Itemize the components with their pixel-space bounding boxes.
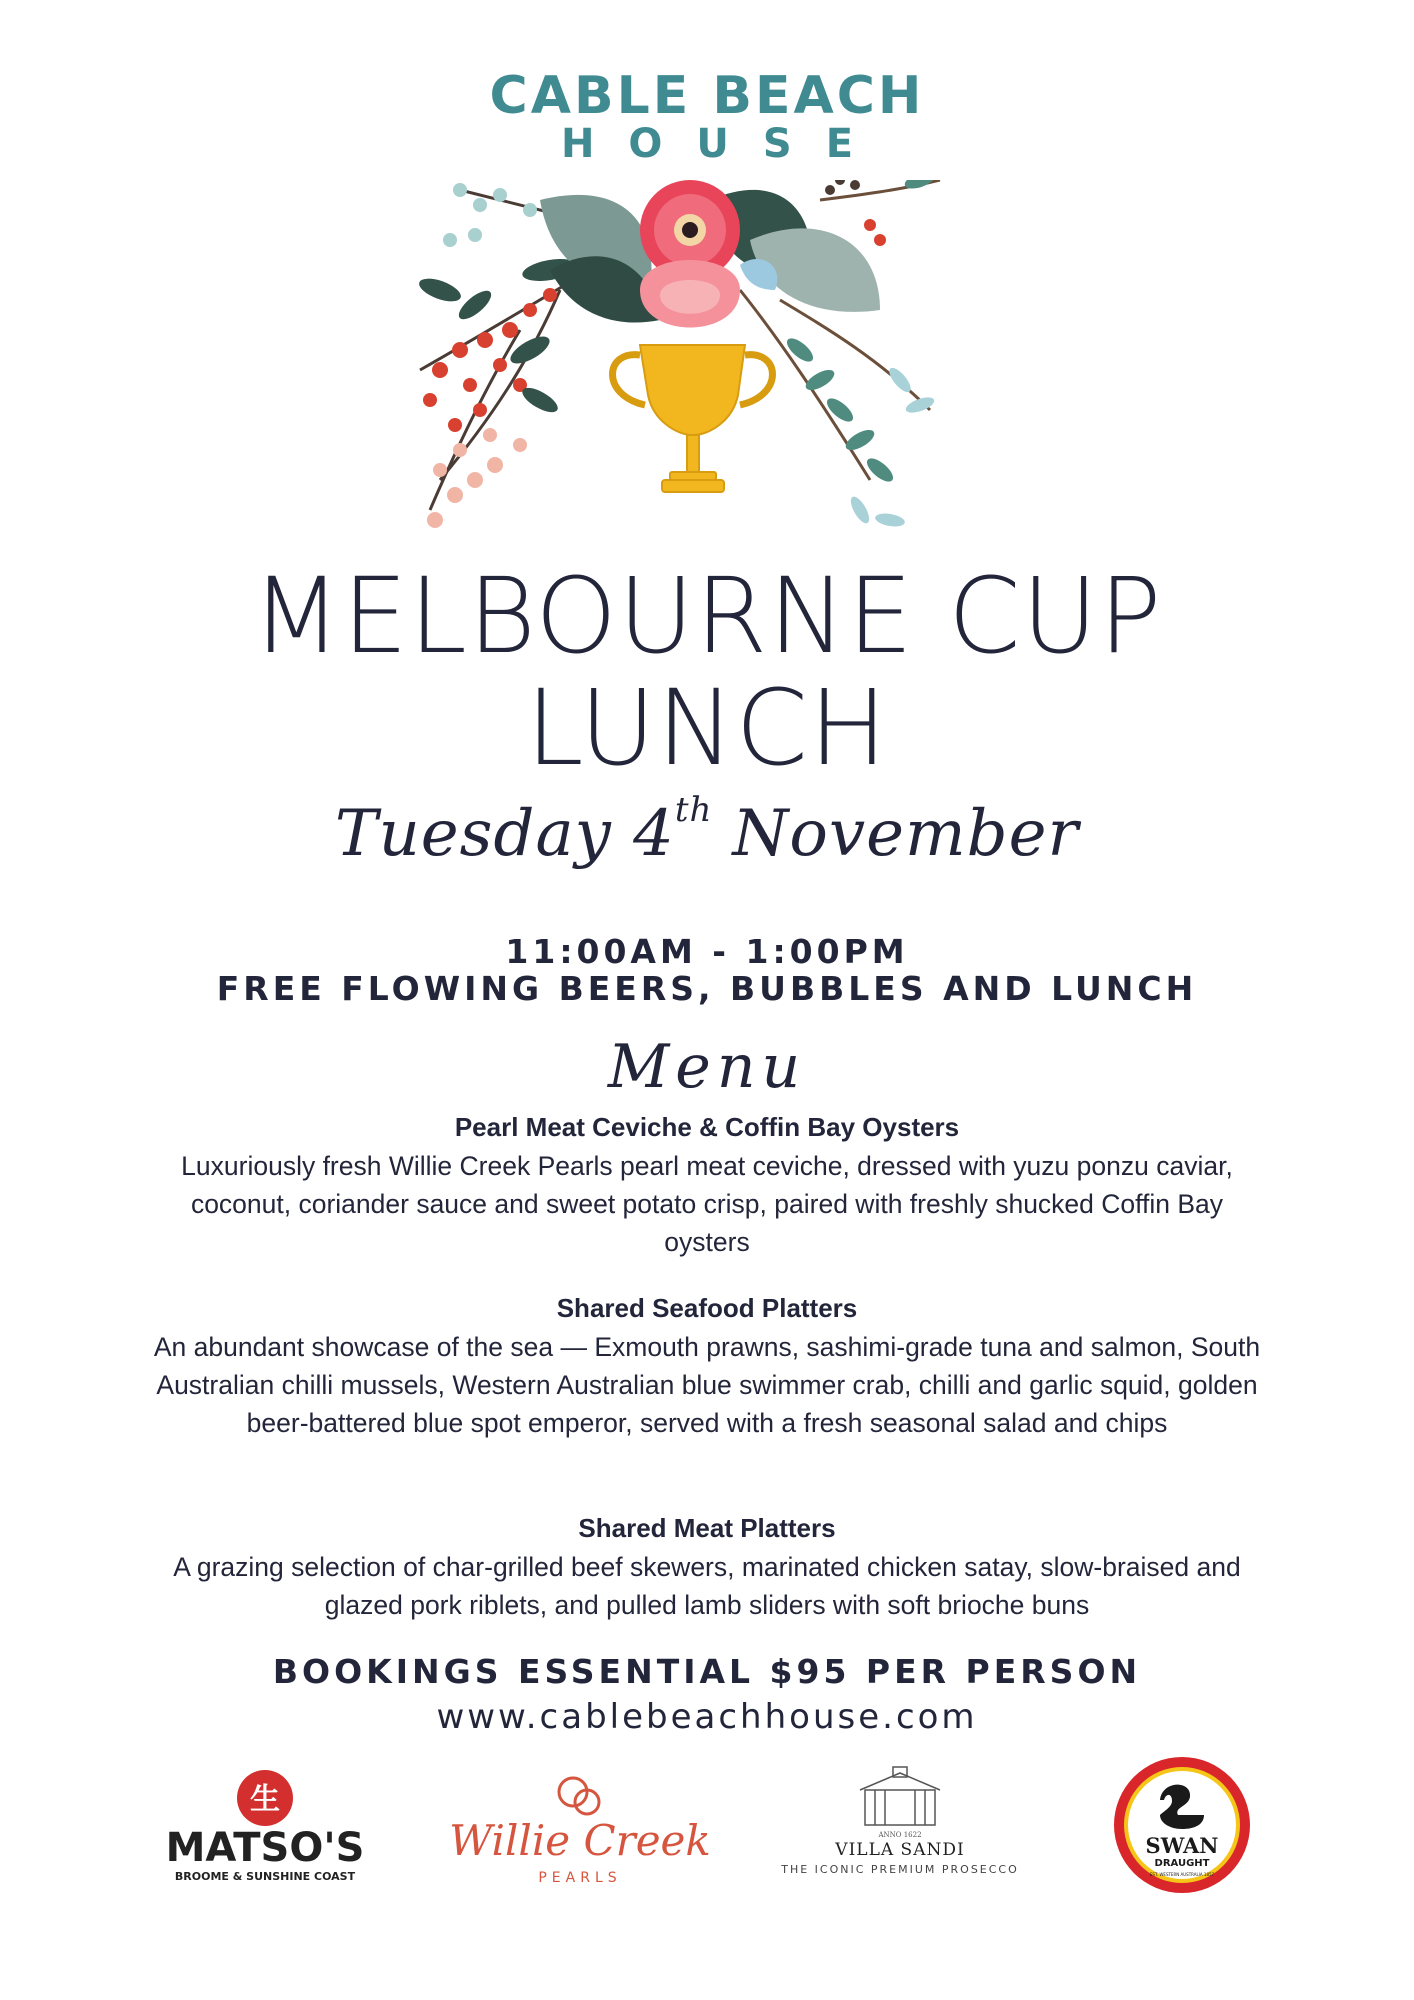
- villa-anno: ANNO 1622: [878, 1831, 922, 1839]
- event-tagline: FREE FLOWING BEERS, BUBBLES AND LUNCH: [216, 969, 1198, 1008]
- villa-subtitle: THE ICONIC PREMIUM PROSECCO: [781, 1863, 1019, 1876]
- event-date-month: November: [732, 797, 1080, 871]
- menu-item-title: Shared Meat Platters: [578, 1513, 836, 1543]
- event-date-suffix: th: [674, 790, 713, 830]
- event-date: [0, 790, 1414, 871]
- bookings-notice: BOOKINGS ESSENTIAL $95 PER PERSON: [272, 1652, 1142, 1691]
- website-link[interactable]: www.cablebeachhouse.com: [436, 1697, 978, 1737]
- villa-name: VILLA SANDI: [835, 1840, 965, 1860]
- matsos-name: MATSO'S: [165, 1825, 365, 1871]
- matsos-glyph: 生: [250, 1782, 280, 1817]
- swan-tiny: EST. WESTERN AUSTRALIA 1857: [1149, 1872, 1215, 1877]
- swan-subtitle: DRAUGHT: [1154, 1858, 1210, 1869]
- menu-item-title: Shared Seafood Platters: [556, 1293, 858, 1323]
- menu-item-description: An abundant showcase of the sea — Exmouth prawns, sashimi-grade tuna and salmon, South Australian chilli mussels, Western Australian blue swimmer crab, chilli and garlic squid, golden beer-battered blue spot emperor, served with a fresh seasonal salad and chips: [153, 1332, 1261, 1438]
- brand-name: CABLE BEACH: [489, 66, 925, 126]
- willie-subtitle: PEARLS: [538, 1870, 622, 1886]
- menu-item-description: Luxuriously fresh Willie Creek Pearls pearl meat ceviche, dressed with yuzu ponzu caviar, coconut, coriander sauce and sweet potato crisp, paired with freshly shucked Coffin Bay oysters: [181, 1151, 1233, 1257]
- event-date-day: Tuesday 4: [334, 797, 675, 871]
- menu-item-title: Pearl Meat Ceviche & Coffin Bay Oysters: [454, 1112, 960, 1142]
- willie-creek-logo: [430, 1770, 730, 1890]
- villa-sandi-logo: [755, 1765, 1045, 1880]
- matsos-logo: [150, 1768, 380, 1888]
- event-title-line2: LUNCH: [525, 667, 889, 789]
- menu-heading: Menu: [607, 1032, 807, 1102]
- event-title-line1: MELBOURNE CUP: [251, 555, 1163, 677]
- swan-name: SWAN: [1145, 1833, 1219, 1858]
- event-time: 11:00AM - 1:00PM: [505, 932, 909, 971]
- floral-trophy-illustration: [400, 180, 1020, 560]
- matsos-subtitle: BROOME & SUNSHINE COAST: [174, 1870, 356, 1883]
- brand-subname: HOUSE: [560, 121, 888, 167]
- menu-item-description: A grazing selection of char-grilled beef skewers, marinated chicken satay, slow-braised and glazed pork riblets, and pulled lamb sliders with soft brioche buns: [173, 1552, 1241, 1620]
- willie-name: Willie Creek: [449, 1816, 711, 1865]
- swan-draught-logo: [1112, 1755, 1252, 1895]
